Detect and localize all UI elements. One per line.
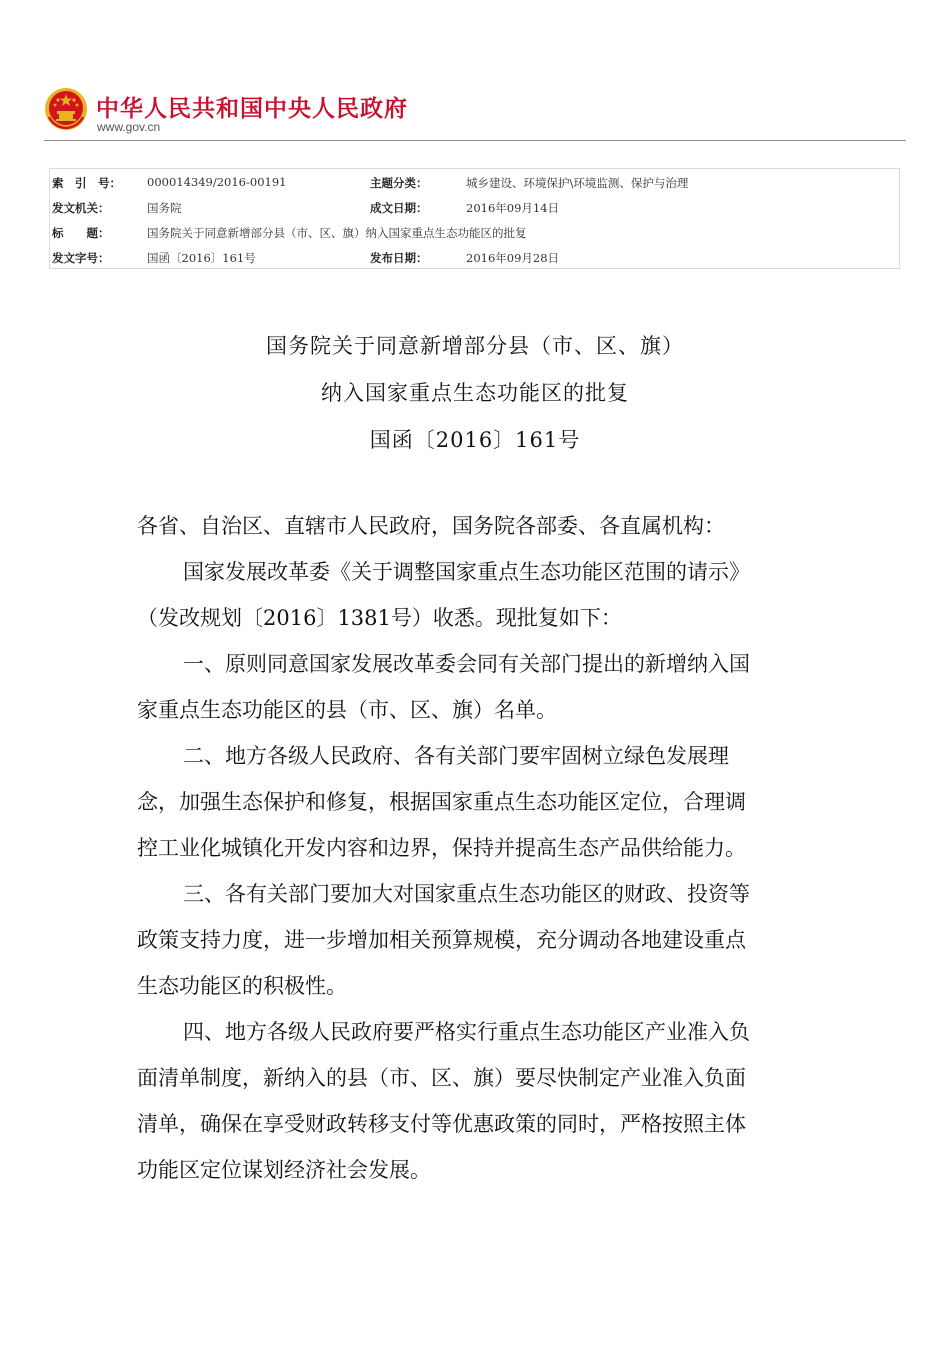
written-date-label: 成文日期： (370, 201, 428, 215)
body-text-line: 功能区定位谋划经济社会发展。 (137, 1158, 431, 1182)
body-text-line: 清单，确保在享受财政转移支付等优惠政策的同时，严格按照主体 (137, 1112, 746, 1136)
body-text-line: 二、地方各级人民政府、各有关部门要牢固树立绿色发展理 (183, 744, 729, 768)
issuing-authority-label: 发文机关： (52, 201, 110, 215)
document-number-label: 发文字号： (52, 251, 110, 265)
document-title-line-2: 纳入国家重点生态功能区的批复 (321, 381, 629, 405)
body-text-line: 念，加强生态保护和修复，根据国家重点生态功能区定位，合理调 (137, 790, 746, 814)
body-text-line: 国家发展改革委《关于调整国家重点生态功能区范围的请示》 (183, 560, 750, 584)
site-name[interactable]: 中华人民共和国中央人民政府 (96, 96, 408, 122)
site-url[interactable]: www.gov.cn (97, 120, 161, 134)
document-number-value: 国函〔2016〕161号 (147, 251, 256, 265)
title-label: 标 题： (52, 226, 110, 240)
metadata-row (50, 169, 899, 194)
metadata-row (50, 194, 899, 219)
body-text-line: 家重点生态功能区的县（市、区、旗）名单。 (137, 698, 557, 722)
body-text-line: 一、原则同意国家发展改革委会同有关部门提出的新增纳入国 (183, 652, 750, 676)
body-text-line: 三、各有关部门要加大对国家重点生态功能区的财政、投资等 (183, 882, 750, 906)
written-date-value: 2016年09月14日 (466, 201, 560, 215)
body-text-line: 控工业化城镇化开发内容和边界，保持并提高生态产品供给能力。 (137, 836, 746, 860)
body-text-line: 生态功能区的积极性。 (137, 974, 347, 998)
body-text-line: 四、地方各级人民政府要严格实行重点生态功能区产业准入负 (183, 1020, 750, 1044)
body-text-line: 政策支持力度，进一步增加相关预算规模，充分调动各地建设重点 (137, 928, 746, 952)
document-number: 国函〔2016〕161号 (369, 428, 581, 452)
document-body (137, 503, 827, 1193)
publish-date-label: 发布日期： (370, 251, 428, 265)
document-title-line-1: 国务院关于同意新增部分县（市、区、旗） (266, 334, 684, 358)
index-number-value: 000014349/2016-00191 (147, 175, 287, 189)
index-number-label: 索 引 号： (52, 176, 121, 190)
issuing-authority-value: 国务院 (147, 201, 182, 215)
site-header (44, 84, 904, 144)
topic-category-value: 城乡建设、环境保护\环境监测、保护与治理 (466, 176, 689, 190)
topic-category-label: 主题分类： (370, 176, 428, 190)
body-text-line: 面清单制度，新纳入的县（市、区、旗）要尽快制定产业准入负面 (137, 1066, 746, 1090)
document-metadata-table (49, 168, 900, 269)
body-text-line: （发改规划〔2016〕1381号）收悉。现批复如下： (137, 606, 622, 630)
metadata-row (50, 219, 899, 244)
title-value: 国务院关于同意新增部分县（市、区、旗）纳入国家重点生态功能区的批复 (147, 226, 527, 240)
publish-date-value: 2016年09月28日 (466, 251, 560, 265)
body-text-line: 各省、自治区、直辖市人民政府，国务院各部委、各直属机构： (137, 514, 725, 538)
national-emblem-icon (44, 87, 88, 131)
header-divider (44, 140, 906, 141)
metadata-row (50, 244, 899, 269)
